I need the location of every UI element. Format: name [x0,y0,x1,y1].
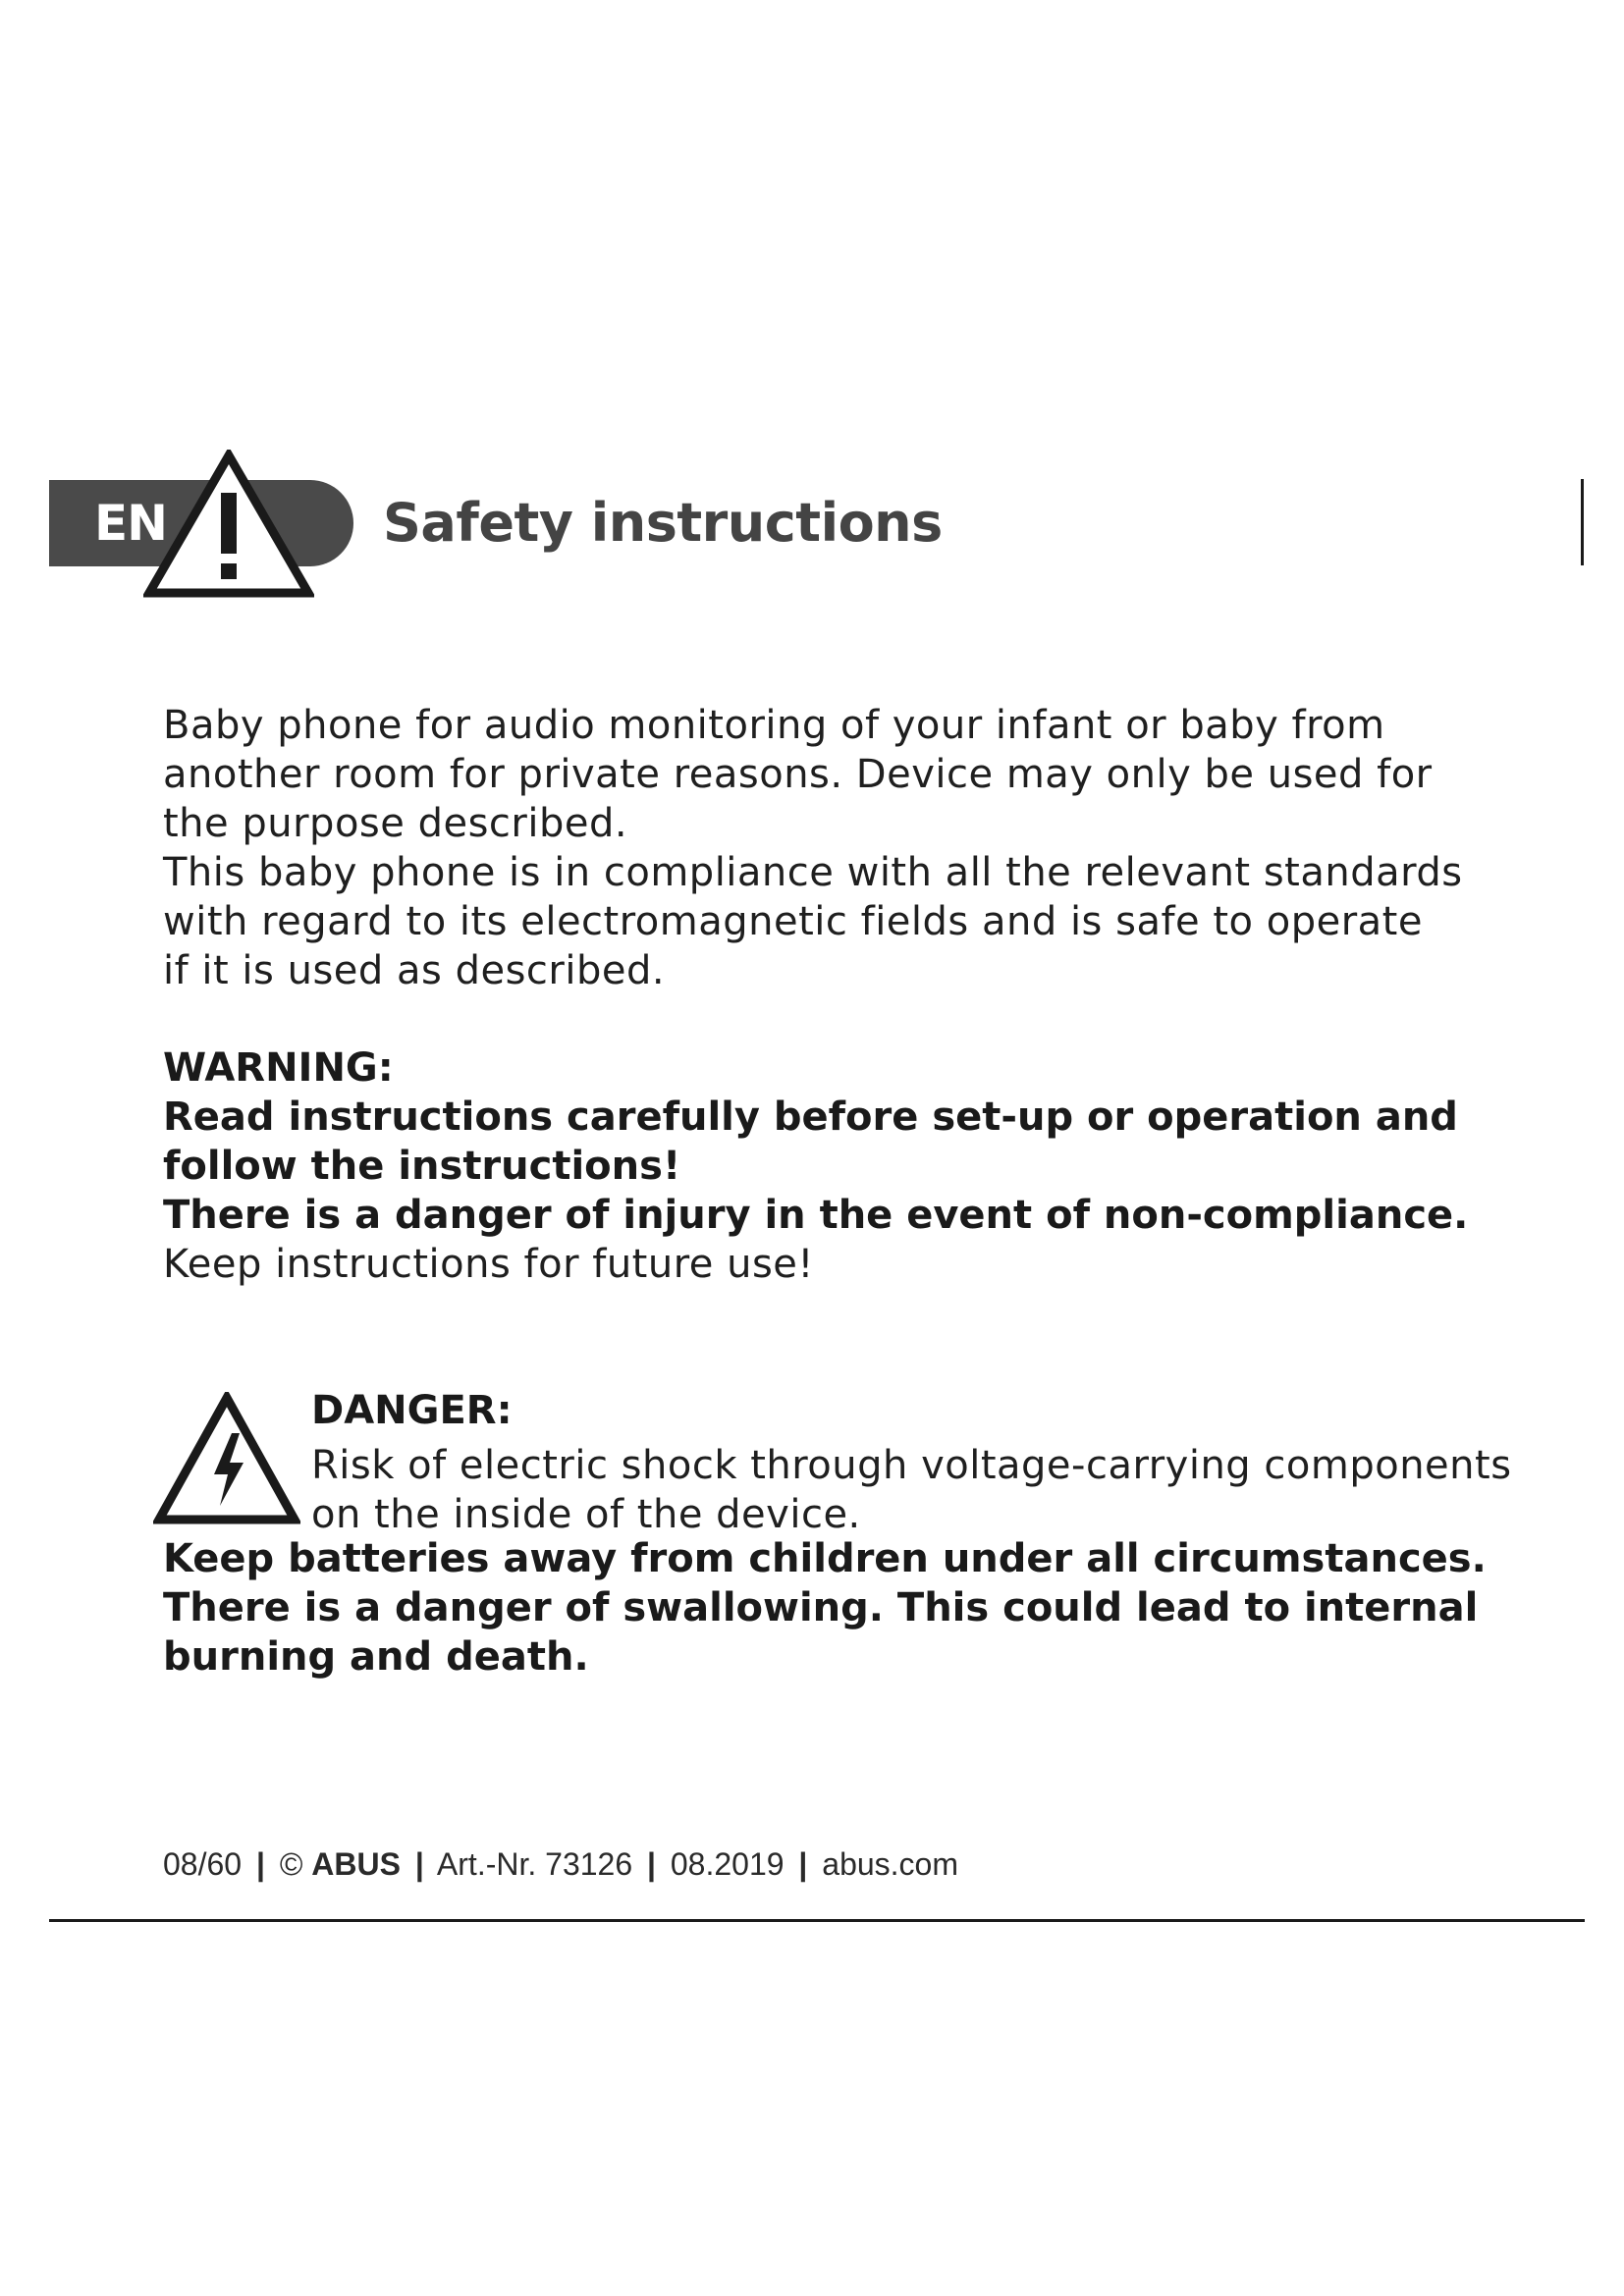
danger-text [311,1441,1548,1539]
electric-shock-icon [153,1392,300,1527]
release-date: 08.2019 [670,1846,785,1882]
warning-line: There is a danger of injury in the event of non-compliance. [163,1193,1469,1238]
warning-heading: WARNING: [163,1045,394,1091]
intro-line: if it is used as described. [163,948,666,993]
battery-line: burning and death. [163,1634,589,1680]
intro-text [163,701,1538,995]
brand-name: ABUS [311,1846,401,1882]
article-number: Art.-Nr. 73126 [436,1846,633,1882]
footer-separator: | [798,1846,808,1882]
footer-rule [49,1919,1585,1922]
danger-line: on the inside of the device. [311,1492,861,1537]
footer-separator: | [255,1846,265,1882]
intro-line: Baby phone for audio monitoring of your infant or baby from [163,703,1385,748]
battery-line: There is a danger of swallowing. This could lead to internal [163,1585,1479,1630]
footer-separator: | [647,1846,656,1882]
danger-line: Risk of electric shock through voltage-carrying components [311,1443,1512,1488]
warning-line: Read instructions carefully before set-up or operation and [163,1095,1458,1140]
warning-triangle-icon [143,450,314,599]
page-number: 08/60 [163,1846,243,1882]
intro-line: another room for private reasons. Device may only be used for [163,752,1433,797]
danger-heading: DANGER: [311,1388,513,1433]
website-link[interactable]: abus.com [822,1846,958,1882]
margin-rule [1581,479,1584,565]
footer-separator: | [414,1846,424,1882]
intro-line: with regard to its electromagnetic fields and is safe to operate [163,899,1423,944]
battery-line: Keep batteries away from children under all circumstances. [163,1536,1487,1581]
intro-line: the purpose described. [163,801,628,846]
language-label: EN [94,495,168,552]
page-footer [163,1843,958,1885]
warning-note: Keep instructions for future use! [163,1242,814,1287]
warning-block [163,1043,1538,1289]
battery-warning [163,1534,1538,1682]
page-title: Safety instructions [383,492,943,554]
warning-line: follow the instructions! [163,1144,681,1189]
intro-line: This baby phone is in compliance with all the relevant standards [163,850,1463,895]
copyright-symbol: © [279,1846,303,1882]
